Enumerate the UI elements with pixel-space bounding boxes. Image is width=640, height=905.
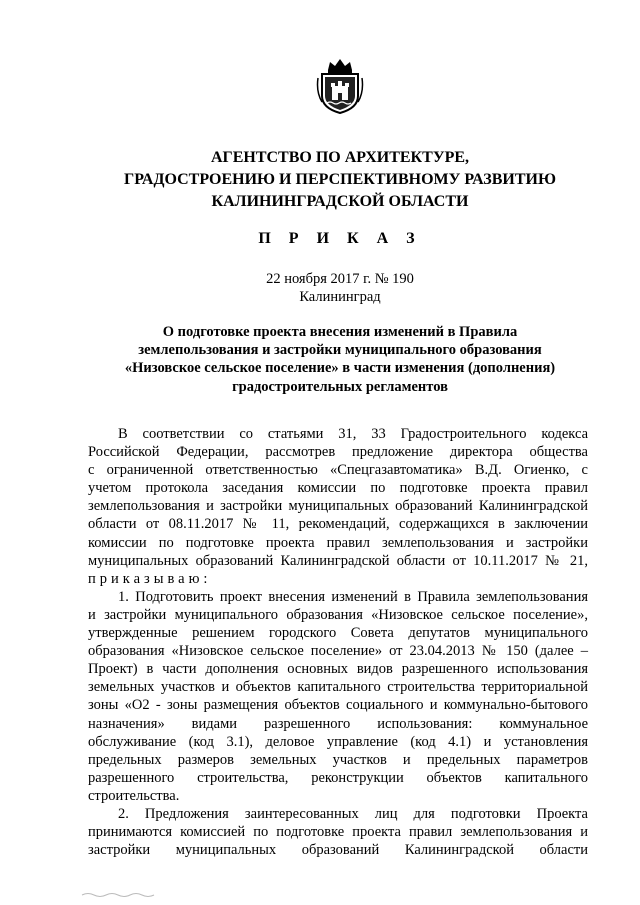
- body-line: муниципальных образований Калининградской области от 10.11.2017 № 21,: [88, 552, 588, 569]
- subject-line: «Низовское сельское поселение» в части изменения (дополнения): [124, 360, 556, 377]
- body-line: землепользования и застройки муниципальных образований Калининградской: [88, 498, 588, 515]
- document-body: [88, 425, 588, 859]
- body-line: утвержденные решением городского Совета депутатов муниципального: [88, 625, 588, 642]
- body-line: области от 08.11.2017 № 11, рекомендаций, содержащихся в заключении: [88, 516, 588, 533]
- body-line: с ограниченной ответственностью «Спецгазавтоматика» В.Д. Огиенко, с: [88, 462, 588, 479]
- city: Калининград: [299, 289, 381, 305]
- body-line: земельных участков и объектов капитального строительства территориальной: [88, 679, 588, 696]
- coat-of-arms-icon: [316, 56, 364, 114]
- agency-line: КАЛИНИНГРАДСКОЙ ОБЛАСТИ: [211, 193, 469, 210]
- document-type-title: П Р И К А З: [258, 230, 422, 247]
- body-line: предельных размеров земельных участков и предельных параметров: [88, 751, 588, 768]
- body-line: 2. Предложения заинтересованных лиц для подготовки Проекта: [118, 805, 588, 822]
- body-line: застройки муниципальных образований Калининградской области: [88, 842, 588, 859]
- body-line: В соответствии со статьями 31, 33 Градостроительного кодекса: [118, 426, 588, 442]
- body-line: обслуживание (код 3.1), деловое управление (код 4.1) и установления: [88, 733, 588, 750]
- body-line: зоны «О2 - зоны размещения объектов социального и коммунально-бытового: [88, 697, 588, 714]
- agency-line: АГЕНТСТВО ПО АРХИТЕКТУРЕ,: [210, 149, 470, 166]
- body-line: 1. Подготовить проект внесения изменений в Правила землепользования: [118, 588, 588, 605]
- body-line: и застройки муниципального образования «Низовское сельское поселение»,: [88, 606, 588, 623]
- body-line: разрешенного строительства, реконструкции объектов капитального: [88, 769, 588, 786]
- body-line: приказываю:: [88, 570, 212, 587]
- subject-line: О подготовке проекта внесения изменений в Правила: [162, 324, 518, 340]
- subject-line: градостроительных регламентов: [232, 378, 448, 395]
- date-number: 22 ноября 2017 г. № 190: [266, 271, 414, 287]
- body-line: назначения» видами разрешенного использования: коммунальное: [88, 715, 588, 732]
- body-line: принимаются комиссией по подготовке проекта правил землепользования и: [88, 824, 588, 841]
- date-block: [60, 270, 620, 306]
- agency-line: ГРАДОСТРОЕНИЮ И ПЕРСПЕКТИВНОМУ РАЗВИТИЮ: [124, 171, 556, 188]
- body-line: Российской Федерации, рассмотрев предложение директора общества: [88, 444, 588, 461]
- body-line: Проект) в части дополнения основных видов разрешенного использования: [88, 661, 588, 678]
- agency-name: [60, 147, 620, 213]
- body-line: строительства.: [88, 787, 180, 804]
- subject-line: землепользования и застройки муниципального образования: [138, 342, 542, 359]
- body-line: учетом протокола заседания комиссии по подготовке проекта правил: [88, 480, 588, 497]
- body-line: образования «Низовское сельское поселение» от 23.04.2013 № 150 (далее –: [88, 643, 588, 660]
- page-mark-scribble: [80, 890, 160, 898]
- body-line: комиссии по подготовке проекта правил землепользования и застройки: [88, 534, 588, 551]
- order-subject: [60, 323, 620, 396]
